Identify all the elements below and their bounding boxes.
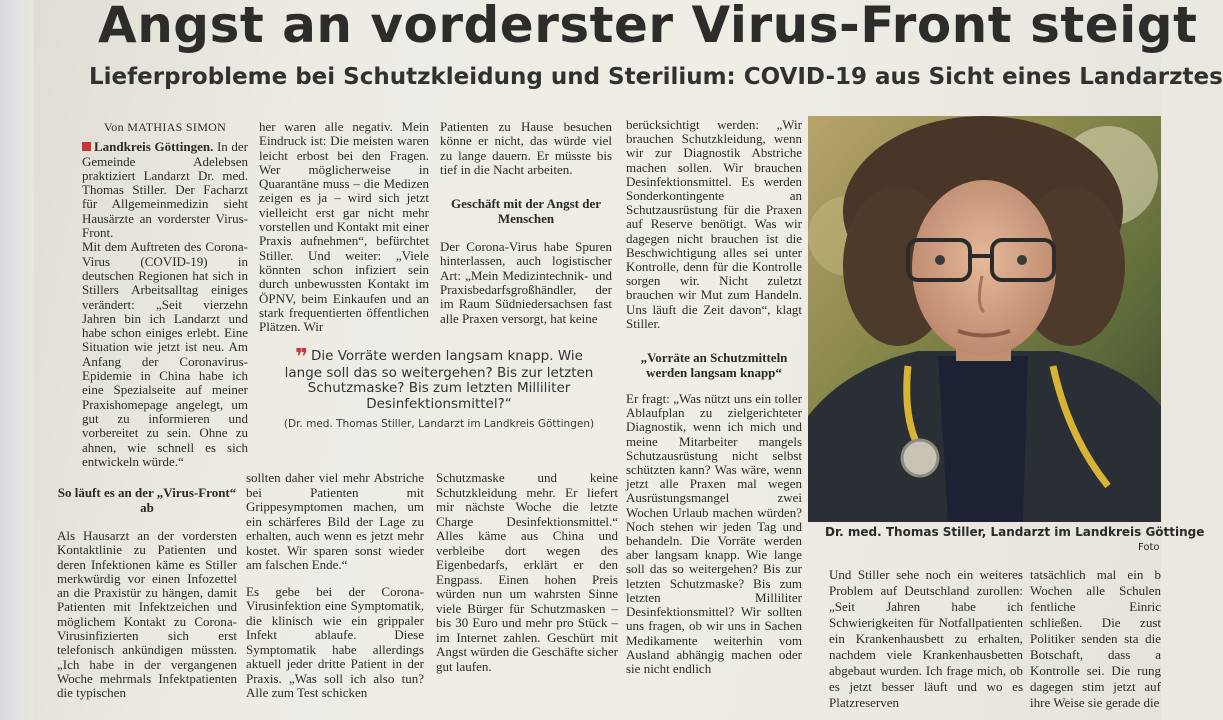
paragraph: Patienten zu Hause besuchen könne er nicht, das würde viel zu lange dauern. Er müsste bis tief in die Nacht arbeiten.: [440, 119, 612, 177]
subheading: „Vorräte an Schutzmitteln werden langsam knapp“: [640, 350, 788, 380]
column-6: [1030, 567, 1161, 720]
paragraph: Schutzmaske und keine Schutzkleidung mehr. Er liefert mir nächste Woche die letzte Charge Desinfektionsmittel.“ Alles käme aus China und verbleibe dort wegen des Eigenbedarfs, erklärt er den Engpass. Einen hohen Preis würden nun um wahrsten Sinne viele Bürger für Schutzmasken – bis 30 Euro und mehr pro Stück – im Internet zahlen. Geschürt mit Angst würden die Geschäfte sicher gut laufen.: [436, 470, 618, 674]
column-5: [829, 567, 1023, 711]
photo-credit: Foto: [1138, 542, 1160, 553]
column-1-top: [82, 120, 248, 469]
quote-source: (Dr. med. Thomas Stiller, Landarzt im Landkreis Göttingen): [283, 418, 595, 430]
paragraph: Der Corona-Virus habe Spuren hinterlassen, auch logistischer Art: „Mein Medizintechnik- und Praxisbedarfsgroßhändler, der im Raum Südniedersachsen fast alle Praxen versorgt, hat keine: [440, 239, 612, 326]
quote-mark-icon: ❞: [295, 345, 308, 370]
photo-caption: Dr. med. Thomas Stiller, Landarzt im Landkreis Göttinge: [825, 525, 1205, 539]
paragraph: Und Stiller sehe noch ein weiteres Problem auf Deutschland zurollen: „Seit Jahren habe ich Schwierigkeiten für Notfallpatienten ein Krankenhausbett zu erhalten, nachdem viele Krankenhausbetten abgebaut wurden. Ich frage mich, ob es jetzt besser läuft und wo es Platzreserven: [829, 567, 1023, 710]
paragraph: tatsächlich mal ein b Wochen alle Schulen fentliche Einric schließen. Die zust Politiker senden sta die Botschaft, dass a Kontrolle sei. Die rung dagegen stim jetzt auf ihre Weise sie gerade die: [1030, 567, 1161, 710]
portrait-photo: [808, 116, 1161, 522]
intro-paragraph: [82, 140, 248, 240]
column-1-bottom: [57, 486, 237, 701]
pull-quote: [276, 345, 602, 430]
quote-text-block: [276, 345, 602, 412]
column-3-bottom: [436, 471, 618, 674]
subheading: Geschäft mit der Angst der Menschen: [451, 196, 601, 226]
quote-text: Die Vorräte werden langsam knapp. Wie lange soll das so weitergehen? Bis zur letzten Schutzmaske? Bis zum letzten Milliliter Desinfektionsmittel?“: [284, 348, 594, 412]
page-edge: [0, 0, 34, 720]
byline: Von MATHIAS SIMON: [103, 120, 227, 134]
dateline: Landkreis Göttingen.: [94, 139, 214, 155]
paragraph: her waren alle negativ. Mein Eindruck ist: Die meisten waren leicht erbost bei den Fragen. Wer möglicherweise in Quarantäne muss – die Medizen zeigen es ja – wird sich jetzt vielleicht erst gar nicht mehr vorstellen und Kontakt mit einer Praxis aufnehmen“, befürchtet Stiller. Und weiter: „Viele könnten schon infiziert sein durch unbewussten Kontakt im ÖPNV, beim Einkaufen und an stark frequentierten öffentlichen Plätzen. Wir: [259, 119, 429, 335]
column-2-bottom: [246, 471, 424, 701]
paragraph: Es gebe bei der Corona-Virusinfektion eine Symptomatik, die klinisch wie ein grippaler Infekt ablaufe. Diese Symptomatik habe allerdings aktuell jeder dritte Patient in der Praxis. „Was soll ich also tun? Alle zum Test schicken: [246, 583, 424, 700]
column-2-top: [259, 120, 429, 334]
paragraph: berücksichtigt werden: „Wir brauchen Schutzkleidung, wenn wir zur Diagnostik Abstriche machen sollen. Wir brauchen Desinfektionsmittel. Es werden Sonderkontingente an Schutzausrüstung für die Praxen auf Reserve benötigt. Was wir dagegen nicht brauchen ist die Beschwichtigung alles sei unter Kontrolle, denn für die Kontrolle sorgen wir. Nicht zuletzt brauchen wir Mut zum Handeln. Uns läuft die Zeit davon“, klagt Stiller.: [626, 117, 802, 331]
headline: Angst an vorderster Virus-Front steigt: [98, 0, 1198, 54]
portrait-image: [808, 116, 1161, 522]
column-4: [626, 118, 802, 676]
intro-text: In der Gemeinde Adelebsen praktiziert Landarzt Dr. med. Thomas Stiller. Der Facharzt für Allgemeinmedizin sieht Hausärzte an vorderster Virus-Front.: [82, 139, 249, 241]
paragraph: sollten daher viel mehr Abstriche bei Patienten mit Grippesymptomen machen, um ein schärferes Bild der Lage zu erhalten, auch wenn es jetzt mehr kostet. Wir sparen sonst wieder am falschen Ende.“: [246, 470, 424, 572]
paragraph: Er fragt: „Was nützt uns ein toller Ablaufplan zu zielgerichteter Diagnostik, wenn ich mich und meine Mitarbeiter mangels Schutzausrüstung nicht selbst schützten kann? Was wäre, wenn jetzt alle Praxen mal wegen Ausrüstungsmangel zwei Wochen Urlaub machen würden? Noch stehen wir jeden Tag und behandeln. Die Vorräte werden aber langsam knapp. Wie lange soll das so weitergehen? Bis zur letzten Schutzmaske? Bis zum letzten Milliliter Desinfektionsmittel? Wir sollten uns fragen, ob wir uns in Sachen Medikamente weiterhin vom Ausland abhängig machen oder sie nicht endlich: [626, 391, 802, 676]
column-3-top: [440, 120, 612, 326]
red-square-icon: [82, 142, 91, 151]
paragraph: Mit dem Auftreten des Corona-Virus (COVID-19) in deutschen Regionen hat sich in Stillers Arbeitsalltag einiges verändert: „Seit vierzehn Jahren bin ich Landarzt und habe schon einiges erlebt. Eine Situation wie jetzt ist neu. Am Anfang der Coronavirus-Epidemie in China habe ich eine Spezialseite auf meiner Praxishomepage angelegt, um gut zu informieren und vorbereitet zu sein. Ohne zu ahnen, wie schnell es sich entwickeln würde.“: [82, 239, 248, 469]
paragraph: Als Hausarzt an der vordersten Kontaktlinie zu Patienten und deren Infektionen käme es Stiller merkwürdig vor einen Infozettel an die Praxistür zu hängen, damit Patienten mit Infektzeichen und möglichem Kontakt zu Corona-Virusinfizierten sich erst telefonisch ankündigen müssten. „Ich habe in der vergangenen Woche mehrmals Infektpatienten die typischen: [57, 528, 237, 701]
subheading: So läuft es an der „Virus-Front“ ab: [57, 485, 237, 515]
subheadline: Lieferprobleme bei Schutzkleidung und Sterilium: COVID-19 aus Sicht eines Landarztes: [89, 64, 1223, 90]
